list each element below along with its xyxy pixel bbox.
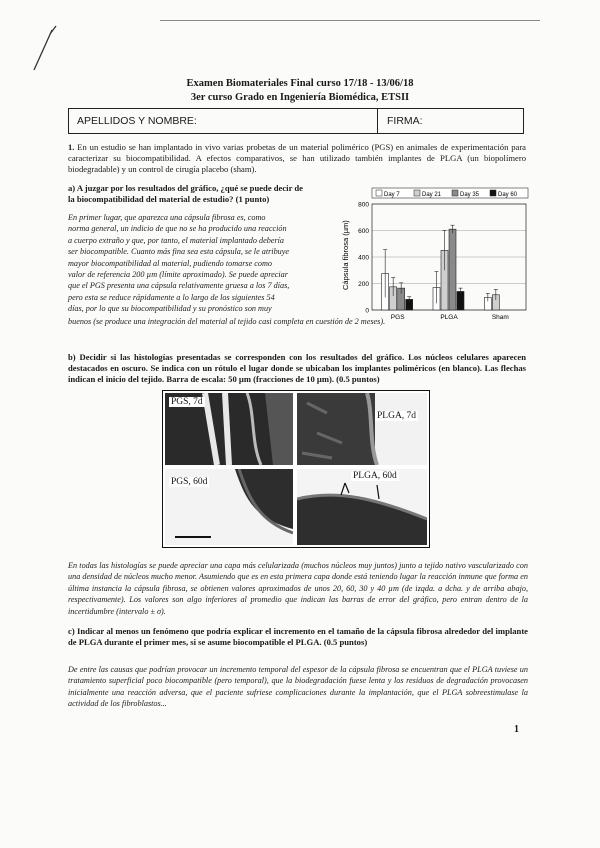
legend-swatch <box>376 190 382 196</box>
q1-intro <box>68 142 526 176</box>
q1a-answer-line: norma general, un indicio de que no se ha producido una reacción <box>68 224 287 234</box>
histology-label-plga-60d: PLGA, 60d <box>353 471 397 481</box>
chart-y-tick-label: 200 <box>358 281 369 288</box>
histology-plga-7d <box>297 393 427 465</box>
fibrous-capsule-chart <box>336 186 530 326</box>
chart-bar <box>449 229 456 310</box>
q1a-answer <box>68 212 364 315</box>
chart-y-tick-label: 600 <box>358 228 369 235</box>
q1b-question <box>68 352 526 386</box>
q1a-question-line1: a) A juzgar por los resultados del gráfico, ¿qué se puede decir de <box>68 183 303 193</box>
histology-pgs-60d <box>165 469 293 545</box>
q1a-answer-line: pero esta se reduce rápidamente a lo largo de los siguientes 54 <box>68 292 275 302</box>
box-divider <box>377 109 378 133</box>
q1c-answer: De entre las causas que podrían provocar un incremento temporal del espesor de la cápsula fibrosa se encuentran que el PLGA tuviese un tratamiento superficial poco biocompatible (pero temporal), que la biodegradación fuese lenta y los residuos de degradación provocasen inicialmente una reacción adversa, que el paciente sufriese complicaciones durante la implantación, que el PLGA sobreestimulase la actividad de los fibroblastos... <box>68 665 528 709</box>
legend-label: Day 35 <box>460 192 480 198</box>
page-number: 1 <box>514 724 519 735</box>
q1a-question-line2: la biocompatibilidad del material de estudio? (1 punto) <box>68 194 270 205</box>
q1a-answer-line: valor de referencia 200 µm (límite aproximado). Se puede apreciar <box>68 270 288 280</box>
legend-swatch <box>452 190 458 196</box>
q1a-answer-line: ser biocompatible. Cuanto más fina sea esta cápsula, se le atribuye <box>68 247 290 257</box>
q1b-answer: En todas las histologías se puede apreciar una capa más celularizada (muchos núcleos muy juntos) junto a tejido nativo vascularizado con una densidad de núcleos mucho menor. Asumiendo que es en esta primera capa donde está teniendo lugar la reacción inmune que forma en última instancia la cápsula fibrosa, se obtienen valores aproximados de unos 20, 60, 30 y 40 µm (de izqda. a dcha. y de arriba abajo, respectivamente). Los valores son algo inferiores al promedio que indican las barras de error del gráfico, pero entran dentro de la incertidumbre (intervalo ± σ). <box>68 561 528 616</box>
histology-label-plga-7d: PLGA, 7d <box>377 411 417 421</box>
q1-intro-text: En un estudio se han implantado in vivo varias probetas de un material polimérico (PGS) en animales de experimentación para caracterizar su biocompatibilidad. A efectos comparativos, se han utilizado también implantes de PLGA (un biopolímero biodegradable) y un control de cirugía placebo (sham). <box>68 142 526 175</box>
q1a-answer-line: que el PGS presenta una cápsula relativamente gruesa a los 7 días, <box>68 281 290 291</box>
chart-y-tick-label: 800 <box>358 201 369 209</box>
q1a-answer-line: En primer lugar, que aparezca una cápsula fibrosa es, como <box>68 213 266 222</box>
legend-swatch <box>490 190 496 196</box>
histology-plga-60d <box>297 469 427 545</box>
exam-title: Examen Biomateriales Final curso 17/18 - 13/06/18 <box>186 78 414 89</box>
chart-x-tick-label: PLGA <box>440 314 458 321</box>
chart-y-axis-label: Cápsula fibrosa (µm) <box>341 220 350 290</box>
legend-swatch <box>414 190 420 196</box>
pen-mark-decoration <box>30 24 70 74</box>
q1b-question-text: b) Decidir si las histologías presentadas se corresponden con los resultados del gráfico. Los núcleos celulares aparecen destacados en oscuro. Se indica con un rótulo el lugar donde se ubicaban los implantes poliméricos (en blanco). Las flechas indican el inicio del tejido. Barra de escala: 50 µm (fracciones de 10 µm). (0.5 puntos) <box>68 352 526 385</box>
q1a-answer-line: mayor biocompatibilidad al material, pudiendo tomarse como <box>68 258 272 268</box>
legend-label: Day 60 <box>498 192 518 198</box>
top-edge-line <box>160 20 540 21</box>
q1a-answer-line: a cuerpo extraño y que, por tanto, el material implantado debería <box>68 235 285 245</box>
histology-label-pgs-60d: PGS, 60d <box>171 477 208 487</box>
signature-label: FIRMA: <box>387 115 423 127</box>
histology-pgs-7d <box>165 393 293 465</box>
student-info-box <box>68 108 524 134</box>
q1-number: 1. <box>68 142 75 152</box>
chart-x-tick-label: Sham <box>491 314 509 321</box>
histology-label-pgs-7d: PGS, 7d <box>171 397 203 407</box>
q1a-answer-line: días, por lo que su biocompatibilidad y su pronóstico son muy <box>68 304 272 314</box>
histology-plga-7d-texture <box>297 393 427 465</box>
name-label: APELLIDOS Y NOMBRE: <box>77 115 197 127</box>
legend-label: Day 7 <box>384 192 400 198</box>
histology-figure <box>162 390 430 548</box>
chart-y-tick-label: 400 <box>358 254 369 262</box>
legend-label: Day 21 <box>422 192 442 198</box>
chart-y-tick-label: 0 <box>365 307 369 315</box>
exam-subtitle: 3er curso Grado en Ingeniería Biomédica, ETSII <box>190 92 410 103</box>
q1c-question: c) Indicar al menos un fenómeno que podría explicar el incremento en el tamaño de la cápsula fibrosa alrededor del implante de PLGA durante el primer mes, si se asume biocompatible el PLGA. (0.5 puntos) <box>68 626 528 648</box>
q1a-question <box>68 183 368 205</box>
chart-x-tick-label: PGS <box>390 314 405 321</box>
q1a-answer-last: buenos (se produce una integración del material al tejido casi completa en cuestión de 2 meses). <box>68 317 386 326</box>
